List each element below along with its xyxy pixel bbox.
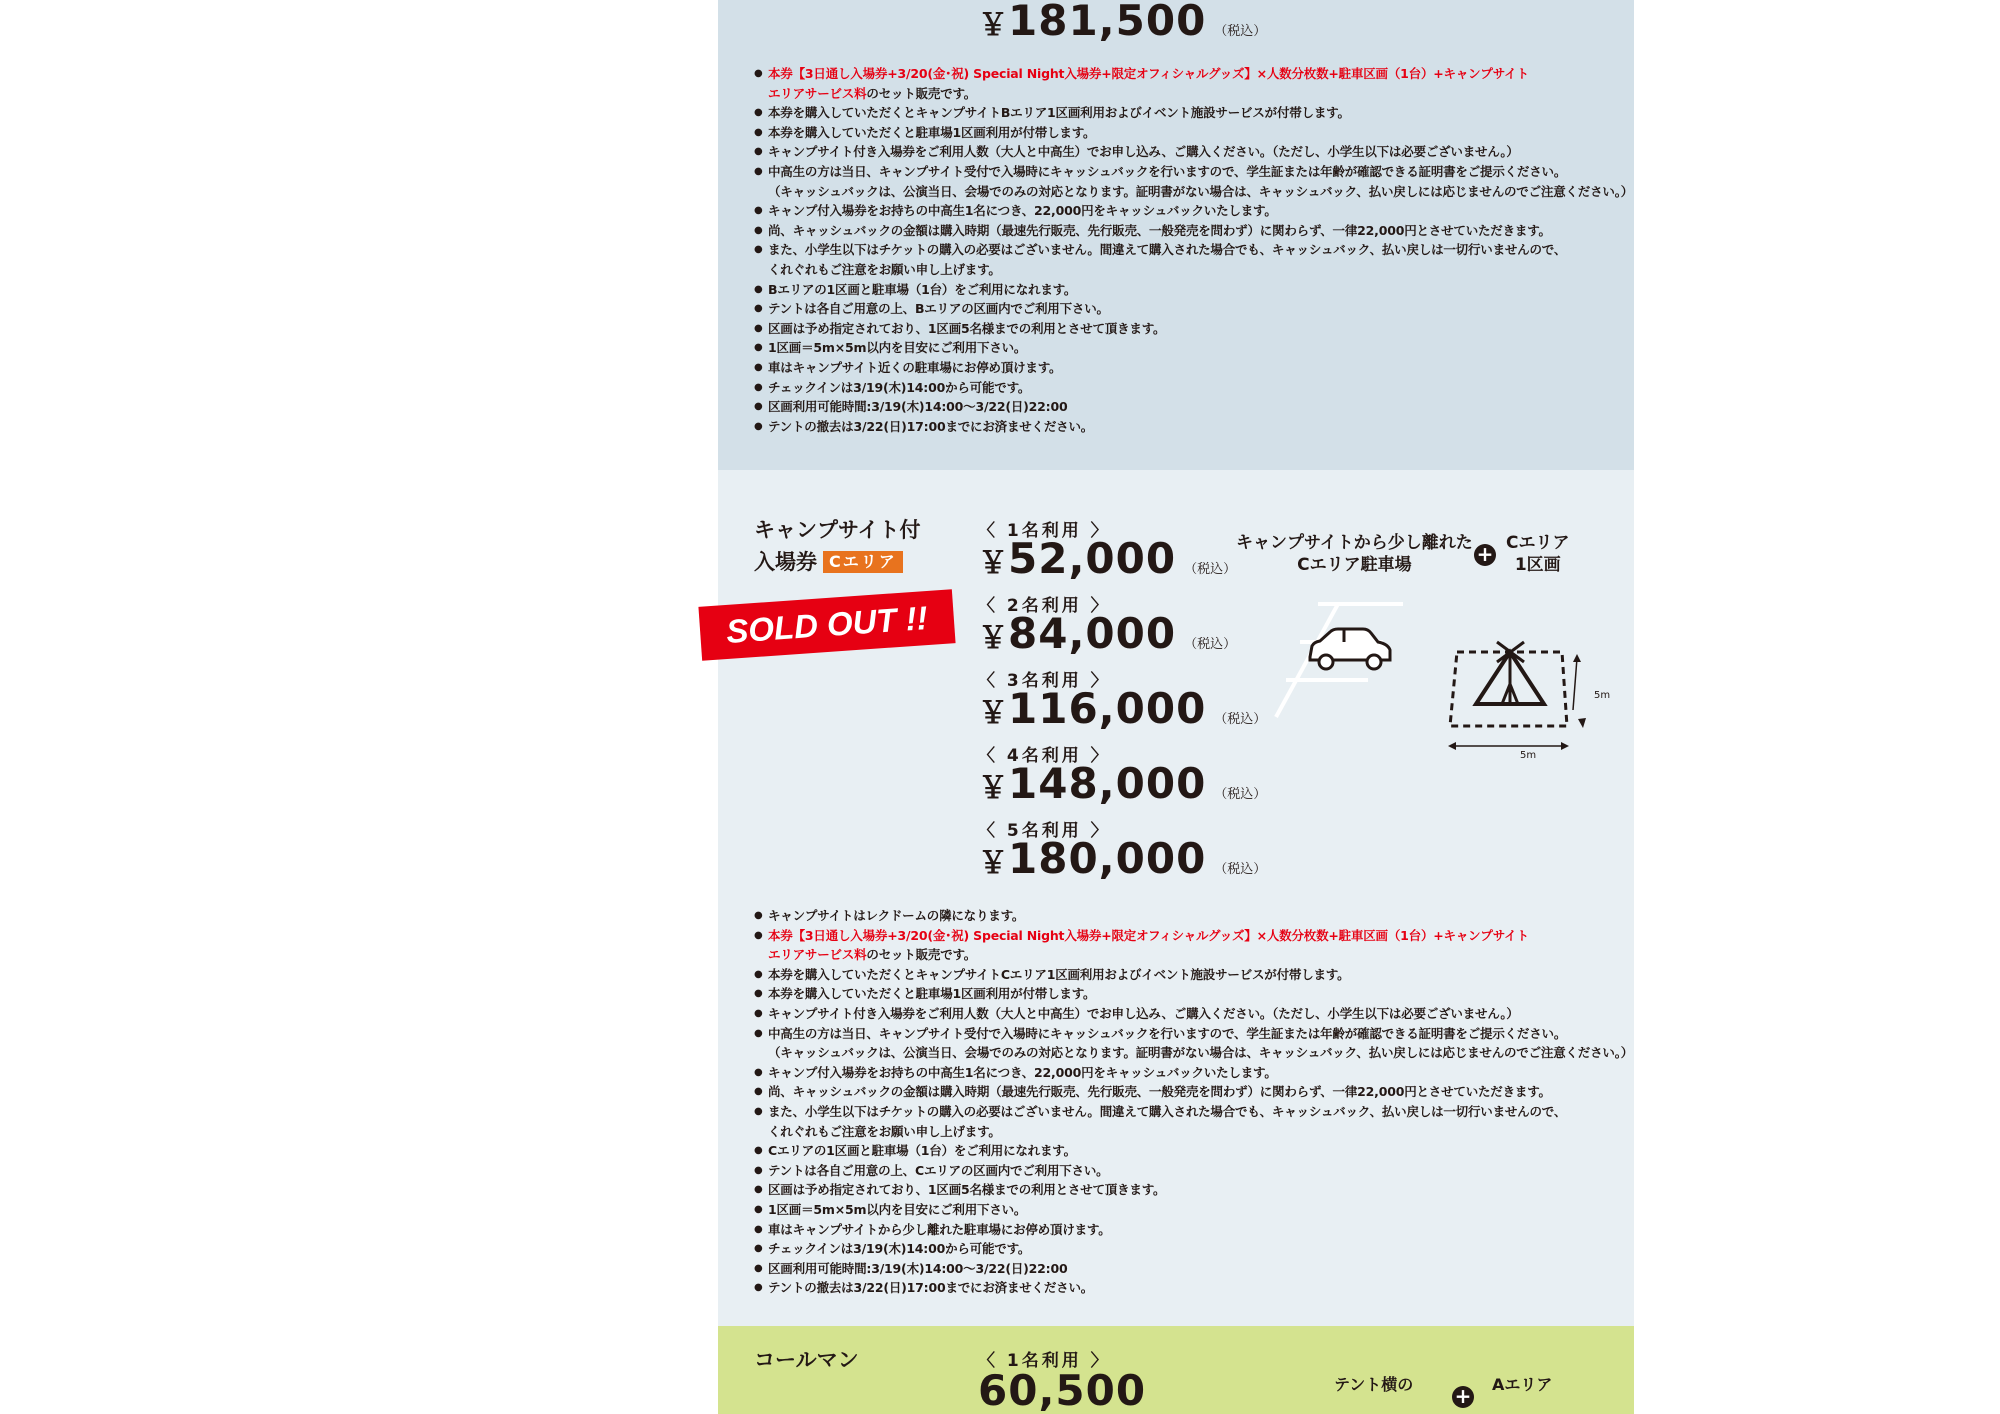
note-item — [754, 378, 1634, 398]
note-continuation-text: くれぐれもご注意をお願い申し上げます。 — [768, 261, 1001, 277]
note-continuation — [768, 182, 1634, 202]
coleman-section — [718, 1326, 1634, 1414]
usage-label: 〈 2名利用 〉 — [978, 596, 1111, 616]
note-text: 1区画＝5m×5m以内を目安にご利用下さい。 — [768, 1201, 1027, 1217]
price-amount: 180,000 — [1008, 834, 1207, 883]
note-text: テントは各自ご用意の上、Bエリアの区画内でご利用下さい。 — [768, 301, 1109, 317]
yen-symbol: ￥ — [978, 621, 1008, 656]
note-continuation-text: エリアサービス料 — [768, 947, 867, 963]
tent-area-icon — [1442, 622, 1592, 762]
note-text: キャンプ付入場券をお持ちの中高生1名につき、22,000円をキャッシュバックいたします。 — [768, 203, 1277, 219]
price-4-persons — [978, 759, 1266, 808]
parking-caption — [1236, 532, 1473, 576]
price-amount: 52,000 — [1008, 534, 1177, 583]
product-title-coleman: コールマン — [754, 1348, 859, 1372]
note-text: テントの撤去は3/22(日)17:00までにお済ませください。 — [768, 418, 1094, 434]
note-text: 本券【3日通し入場券+3/20(金･祝) Special Night入場券+限定オフィシャルグッズ】×人数分枚数+駐車区画（1台）+キャンプサイト — [768, 66, 1529, 81]
area-caption — [1506, 532, 1569, 576]
note-text: チェックインは3/19(木)14:00から可能です。 — [768, 1241, 1031, 1257]
note-text: キャンプサイト付き入場券をご利用人数（大人と中高生）でお申し込み、ご購入ください。（ただし、小学生以下は必要ございません。） — [768, 144, 1519, 160]
note-continuation-suffix: のセット販売です。 — [866, 85, 977, 101]
parking-caption-line2: Cエリア駐車場 — [1297, 555, 1412, 575]
note-text: 車はキャンプサイトから少し離れた駐車場にお停め頂けます。 — [768, 1221, 1111, 1237]
area-badge: Cエリア — [823, 551, 903, 573]
note-text: テントは各自ご用意の上、Cエリアの区画内でご利用下さい。 — [768, 1162, 1109, 1178]
note-text: キャンプ付入場券をお持ちの中高生1名につき、22,000円をキャッシュバックいたします。 — [768, 1064, 1277, 1080]
note-text: 尚、キャッシュバックの金額は購入時期（最速先行販売、先行販売、一般発売を問わず）に関わらず、一律22,000円とさせていただきます。 — [768, 222, 1551, 238]
usage-label: 〈 4名利用 〉 — [978, 746, 1111, 766]
note-text: 本券を購入していただくと駐車場1区画利用が付帯します。 — [768, 986, 1096, 1002]
note-text: 尚、キャッシュバックの金額は購入時期（最速先行販売、先行販売、一般発売を問わず）に関わらず、一律22,000円とさせていただきます。 — [768, 1084, 1551, 1100]
note-item — [754, 221, 1634, 241]
note-item — [754, 358, 1634, 378]
note-item — [754, 1259, 1634, 1279]
note-text: 車はキャンプサイト近くの駐車場にお停め頂けます。 — [768, 359, 1062, 375]
tax-note: （税込） — [1184, 637, 1237, 652]
note-item — [754, 162, 1634, 201]
note-item — [754, 965, 1634, 985]
note-item — [754, 1220, 1634, 1240]
note-item — [754, 1278, 1634, 1298]
camp-site-c-section — [718, 470, 1634, 1328]
note-item — [754, 926, 1634, 965]
note-text: 本券を購入していただくとキャンプサイトBエリア1区画利用およびイベント施設サービスが付帯します。 — [768, 105, 1350, 121]
parking-caption-line1: キャンプサイトから少し離れた — [1236, 533, 1473, 553]
note-text: キャンプサイトはレクドームの隣になります。 — [768, 908, 1025, 923]
note-item — [754, 299, 1634, 319]
note-item — [754, 1161, 1634, 1181]
note-item — [754, 906, 1634, 926]
note-item — [754, 1082, 1634, 1102]
note-item — [754, 142, 1634, 162]
price-2-persons — [978, 609, 1236, 658]
note-text: 区画は予め指定されており、1区画5名様までの利用とさせて頂きます。 — [768, 320, 1166, 336]
usage-label: 〈 1名利用 〉 — [978, 1351, 1111, 1371]
note-item — [754, 64, 1634, 103]
usage-label: 〈 3名利用 〉 — [978, 671, 1111, 691]
notes-list-b — [754, 64, 1634, 436]
notes-list-c — [754, 906, 1634, 1298]
product-title-line2: 入場券 — [754, 550, 817, 574]
tax-note: （税込） — [1214, 24, 1267, 39]
dimension-vertical: 5m — [1594, 690, 1611, 701]
tax-note: （税込） — [1214, 862, 1267, 877]
note-item — [754, 1102, 1634, 1141]
note-text: 本券【3日通し入場券+3/20(金･祝) Special Night入場券+限定オフィシャルグッズ】×人数分枚数+駐車区画（1台）+キャンプサイト — [768, 927, 1529, 943]
price-amount: 116,000 — [1008, 684, 1207, 733]
plus-icon: + — [1474, 544, 1496, 566]
sold-out-text: SOLD OUT !! — [725, 599, 929, 650]
note-text: テントの撤去は3/22(日)17:00までにお済ませください。 — [768, 1280, 1094, 1296]
parking-lot-icon — [1268, 602, 1418, 722]
price-amount: 181,500 — [1008, 0, 1207, 45]
note-item — [754, 123, 1634, 143]
dimension-horizontal: 5m — [1520, 750, 1537, 761]
price-partial — [978, 1366, 1146, 1414]
price-amount: 60,500 — [978, 1366, 1147, 1414]
note-continuation — [768, 1043, 1634, 1063]
note-text: 中高生の方は当日、キャンプサイト受付で入場時にキャッシュバックを行いますので、学生証または年齢が確認できる証明書をご提示ください。 — [768, 163, 1567, 179]
note-continuation-text: エリアサービス料 — [768, 85, 867, 101]
note-continuation-text: （キャッシュバックは、公演当日、会場でのみの対応となります。証明書がない場合は、キャッシュバック、払い戻しには応じませんのでご注意ください。） — [768, 1045, 1634, 1061]
price-1-person — [978, 534, 1236, 583]
note-text: Bエリアの1区画と駐車場（1台）をご利用になれます。 — [768, 281, 1077, 297]
note-continuation-text: （キャッシュバックは、公演当日、会場でのみの対応となります。証明書がない場合は、キャッシュバック、払い戻しには応じませんのでご注意ください。） — [768, 183, 1634, 199]
plus-icon: + — [1452, 1386, 1474, 1408]
area-caption-line1: Cエリア — [1506, 533, 1570, 553]
note-item — [754, 1200, 1634, 1220]
tax-note: （税込） — [1184, 562, 1237, 577]
usage-label: 〈 5名利用 〉 — [978, 821, 1111, 841]
note-text: また、小学生以下はチケットの購入の必要はございません。間違えて購入された場合でも、キャッシュバック、払い戻しは一切行いませんので、 — [768, 242, 1567, 258]
diagram-caption-partial: テント横の — [1334, 1375, 1414, 1394]
price-amount: 148,000 — [1008, 759, 1207, 808]
note-item — [754, 417, 1634, 437]
note-continuation-suffix: のセット販売です。 — [866, 947, 977, 963]
note-continuation-text: くれぐれもご注意をお願い申し上げます。 — [768, 1123, 1001, 1139]
note-item — [754, 1063, 1634, 1083]
note-continuation — [768, 260, 1634, 280]
yen-symbol: ￥ — [978, 846, 1008, 881]
note-item — [754, 1024, 1634, 1063]
yen-symbol: ￥ — [978, 696, 1008, 731]
product-title-line1: キャンプサイト付 — [754, 518, 921, 542]
yen-symbol: ￥ — [978, 546, 1008, 581]
note-item — [754, 319, 1634, 339]
sold-out-stamp — [698, 589, 955, 661]
price-b — [978, 0, 1266, 45]
note-item — [754, 103, 1634, 123]
note-text: 区画利用可能時間:3/19(木)14:00〜3/22(日)22:00 — [768, 399, 1068, 415]
note-text: 区画は予め指定されており、1区画5名様までの利用とさせて頂きます。 — [768, 1182, 1166, 1198]
camp-site-b-section — [718, 0, 1634, 472]
note-item — [754, 240, 1634, 279]
product-title-c — [754, 514, 921, 578]
tax-note: （税込） — [1214, 787, 1267, 802]
note-text: 区画利用可能時間:3/19(木)14:00〜3/22(日)22:00 — [768, 1260, 1068, 1276]
note-item — [754, 1239, 1634, 1259]
note-text: また、小学生以下はチケットの購入の必要はございません。間違えて購入された場合でも、キャッシュバック、払い戻しは一切行いませんので、 — [768, 1103, 1567, 1119]
note-continuation — [768, 84, 1634, 104]
note-item — [754, 984, 1634, 1004]
note-continuation — [768, 1122, 1634, 1142]
usage-label: 〈 1名利用 〉 — [978, 521, 1111, 541]
price-5-persons — [978, 834, 1266, 883]
note-text: キャンプサイト付き入場券をご利用人数（大人と中高生）でお申し込み、ご購入ください。（ただし、小学生以下は必要ございません。） — [768, 1005, 1519, 1021]
price-amount: 84,000 — [1008, 609, 1177, 658]
tax-note: （税込） — [1214, 712, 1267, 727]
note-continuation — [768, 945, 1634, 965]
note-item — [754, 280, 1634, 300]
note-text: 中高生の方は当日、キャンプサイト受付で入場時にキャッシュバックを行いますので、学生証または年齢が確認できる証明書をご提示ください。 — [768, 1025, 1567, 1041]
area-caption-partial: Aエリア — [1492, 1375, 1553, 1394]
note-item — [754, 1141, 1634, 1161]
yen-symbol: ￥ — [978, 8, 1008, 43]
note-item — [754, 338, 1634, 358]
note-item — [754, 1180, 1634, 1200]
note-text: チェックインは3/19(木)14:00から可能です。 — [768, 379, 1031, 395]
yen-symbol: ￥ — [978, 771, 1008, 806]
note-text: 本券を購入していただくとキャンプサイトCエリア1区画利用およびイベント施設サービスが付帯します。 — [768, 966, 1350, 982]
note-item — [754, 1004, 1634, 1024]
note-item — [754, 397, 1634, 417]
area-caption-line2: 1区画 — [1514, 555, 1561, 575]
note-text: Cエリアの1区画と駐車場（1台）をご利用になれます。 — [768, 1143, 1076, 1159]
note-item — [754, 201, 1634, 221]
note-text: 本券を購入していただくと駐車場1区画利用が付帯します。 — [768, 124, 1096, 140]
note-text: 1区画＝5m×5m以内を目安にご利用下さい。 — [768, 340, 1027, 356]
price-3-persons — [978, 684, 1266, 733]
